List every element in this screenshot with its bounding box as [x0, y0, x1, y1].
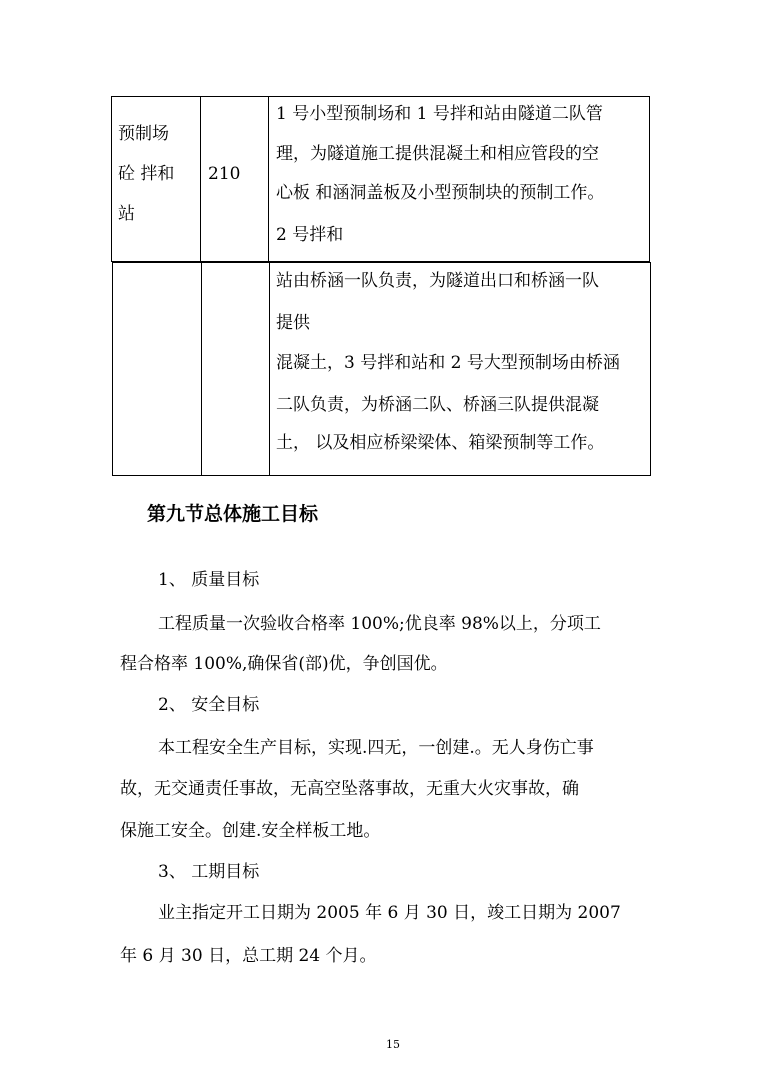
facility-name-line: 砼 拌和: [118, 164, 175, 184]
schedule-goal-text: 年 6 月 30 日，总工期 24 个月。: [120, 946, 377, 966]
facility-number: 210: [208, 164, 241, 184]
column-divider: [268, 97, 269, 261]
facility-description-line: 二队负责，为桥涵二队、桥涵三队提供混凝: [276, 395, 599, 415]
facility-description-line: 提供: [276, 313, 310, 333]
quality-goal-text: 工程质量一次验收合格率 100%;优良率 98%以上，分项工: [158, 614, 601, 634]
facility-description-line: 1 号小型预制场和 1 号拌和站由隧道二队管: [276, 104, 603, 124]
facility-description-line: 心板 和涵洞盖板及小型预制块的预制工作。: [276, 183, 605, 203]
column-divider: [200, 97, 201, 261]
quality-goal-title: 1、 质量目标: [158, 570, 260, 590]
facility-name-line: 站: [118, 204, 135, 224]
safety-goal-text: 故，无交通责任事故，无高空坠落事故，无重大火灾事故，确: [120, 779, 579, 799]
section-heading: 第九节总体施工目标: [147, 503, 319, 525]
safety-goal-title: 2、 安全目标: [158, 695, 260, 715]
column-divider: [269, 263, 270, 475]
schedule-goal-title: 3、 工期目标: [158, 862, 260, 882]
quality-goal-text: 程合格率 100%,确保省(部)优，争创国优。: [120, 654, 448, 674]
facility-description-line: 土， 以及相应桥梁梁体、箱梁预制等工作。: [276, 433, 605, 453]
safety-goal-text: 本工程安全生产目标，实现.四无，一创建.。无人身伤亡事: [158, 738, 594, 758]
facility-description-line: 理，为隧道施工提供混凝土和相应管段的空: [276, 144, 599, 164]
facility-description-line: 2 号拌和: [276, 225, 344, 245]
facility-description-line: 混凝土，3 号拌和站和 2 号大型预制场由桥涵: [276, 353, 620, 373]
column-divider: [201, 263, 202, 475]
safety-goal-text: 保施工安全。创建.安全样板工地。: [120, 821, 381, 841]
page-number: 15: [386, 1038, 400, 1051]
facility-description-line: 站由桥涵一队负责，为隧道出口和桥涵一队: [276, 271, 599, 291]
facility-name-line: 预制场: [118, 124, 169, 144]
schedule-goal-text: 业主指定开工日期为 2005 年 6 月 30 日，竣工日期为 2007: [158, 903, 621, 923]
